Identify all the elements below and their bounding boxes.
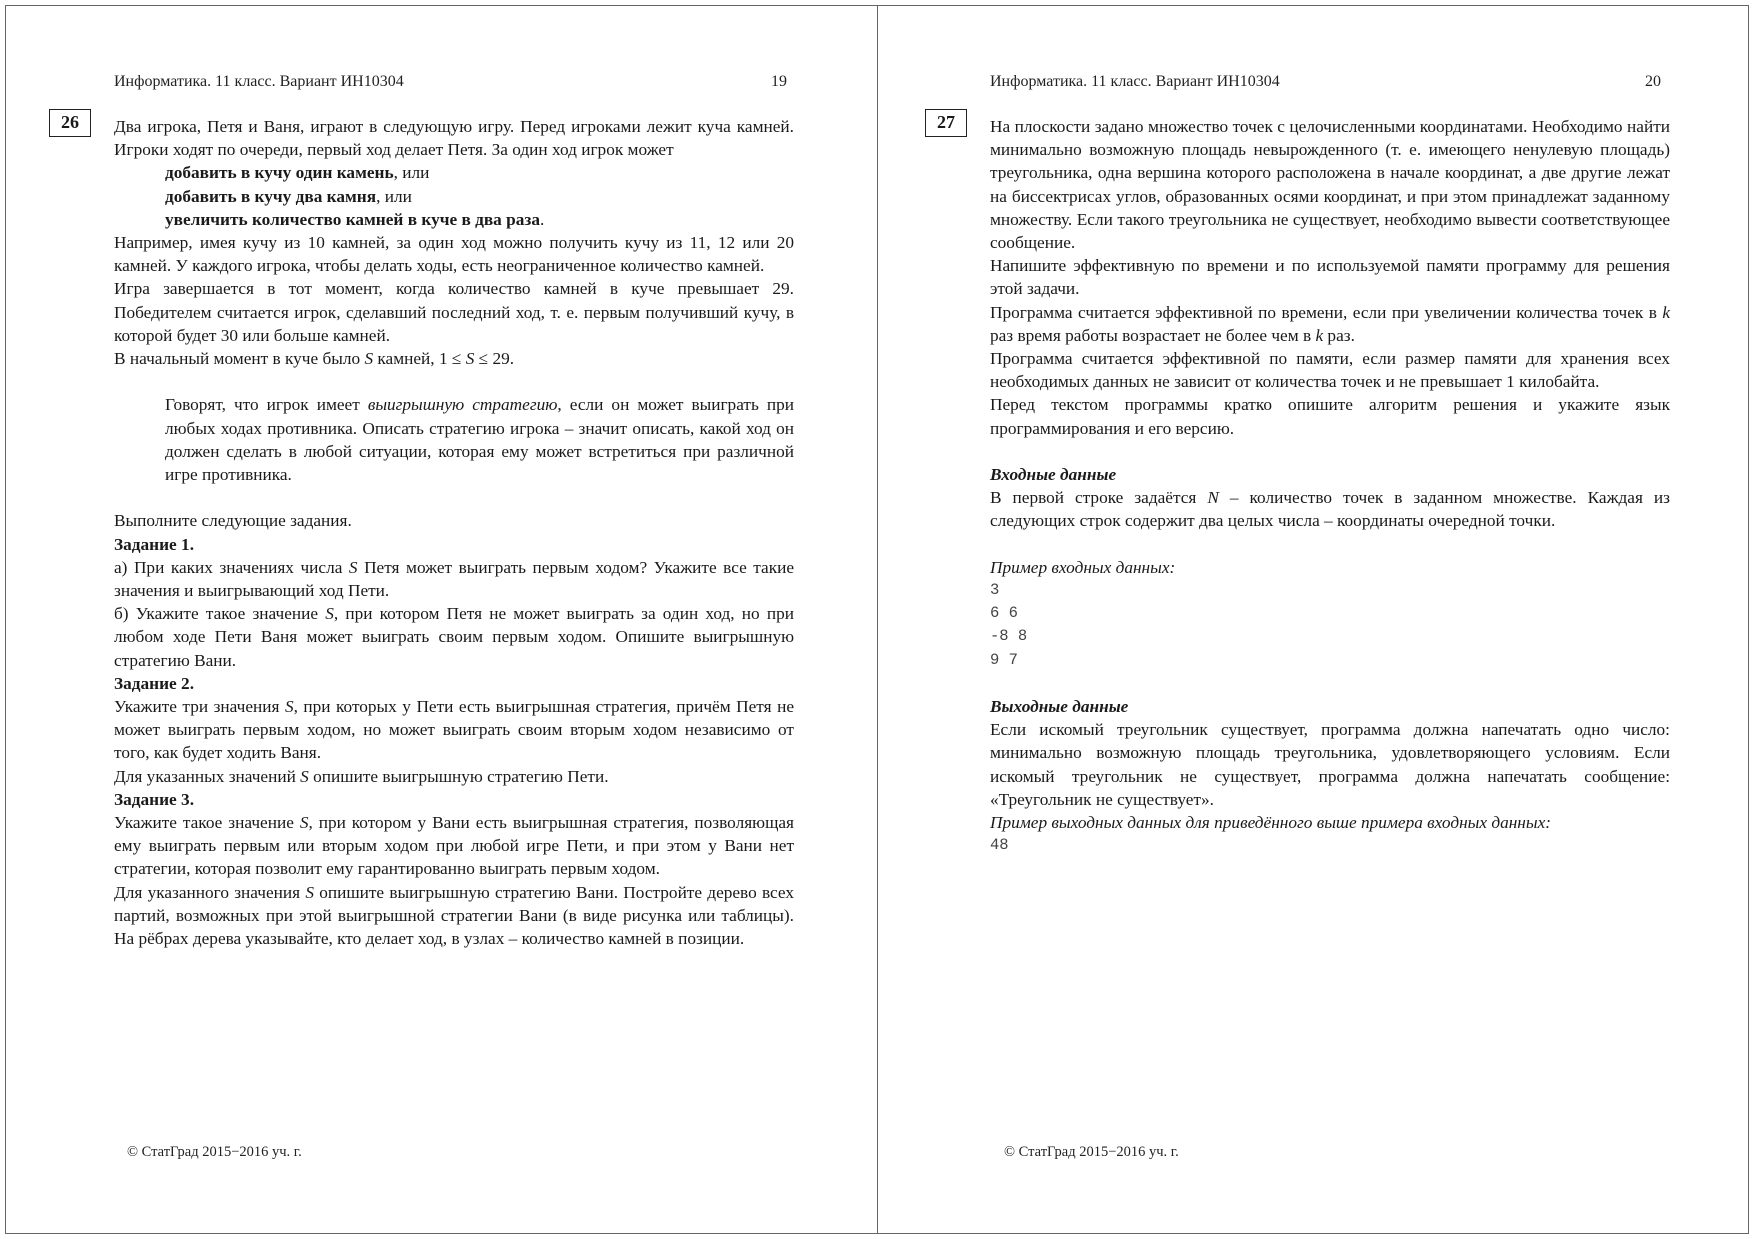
paragraph: Например, имея кучу из 10 камней, за один ход можно получить кучу из 11, 12 или 20 камней. У каждого игрока, чтобы делать ходы, есть неограниченное количество камней. (114, 233, 794, 276)
paragraph: Для указанного значения S опишите выигрышную стратегию Вани. Постройте дерево всех партий, возможных при этой выигрышной стратегии Вани (в виде рисунка или таблицы). На рёбрах дерева указывайте, кто делает ход, в узлах – количество камней в позиции. (114, 882, 794, 949)
paragraph: Напишите эффективную по времени и по используемой памяти программу для решения этой задачи. (990, 256, 1670, 299)
move-option: добавить в кучу два камня, или (165, 186, 412, 206)
paragraph: Программа считается эффективной по времени, если при увеличении количества точек в k раз время работы возрастает не более чем в k раз. (990, 302, 1670, 345)
task-heading: Задание 2. (114, 673, 195, 693)
right-page (877, 5, 1749, 1234)
paragraph: б) Укажите такое значение S, при котором Петя не может выиграть за один ход, но при любом ходе Пети Ваня может выиграть своим первым ходом. Опишите выигрышную стратегию Вани. (114, 604, 794, 670)
page-number: 20 (1645, 73, 1661, 90)
task-heading: Задание 1. (114, 534, 195, 554)
example-input-line: -8 8 (990, 627, 1028, 646)
example-input-line: 3 (990, 581, 1000, 600)
paragraph: Для указанных значений S опишите выигрышную стратегию Пети. (114, 766, 609, 786)
paragraph: а) При каких значениях числа S Петя может выиграть первым ходом? Укажите все такие значения и выигрывающий ход Пети. (114, 557, 795, 601)
paragraph: На плоскости задано множество точек с целочисленными координатами. Необходимо найти минимально возможную площадь невырожденного (т. е. имеющего ненулевую площадь) треугольника, одна вершина которого расположена в начале координат, а две другие лежат на биссектрисах углов, образованных осями координат, и при этом принадлежат заданному множеству. Если такого треугольника не существует, необходимо вывести соответствующее сообщение. (990, 117, 1670, 253)
example-heading: Пример выходных данных для приведённого выше примера входных данных: (990, 813, 1551, 833)
example-heading: Пример входных данных: (990, 557, 1176, 577)
task-27-body (990, 115, 1670, 857)
example-input-line: 6 6 (990, 604, 1018, 623)
task-heading: Задание 3. (114, 789, 195, 809)
paragraph: Игра завершается в тот момент, когда количество камней в куче превышает 29. Победителем считается игрок, сделавший последний ход, т. е. первым получивший кучу, в которой будет 30 или больше камней. (114, 279, 794, 345)
page-number: 19 (771, 73, 787, 90)
paragraph: Два игрока, Петя и Ваня, играют в следующую игру. Перед игроками лежит куча камней. Игроки ходят по очереди, первый ход делает Петя. За один ход игрок может (114, 117, 794, 160)
footer-copyright: © СтатГрад 2015−2016 уч. г. (1004, 1144, 1179, 1160)
section-heading: Выходные данные (990, 697, 1129, 717)
paragraph: Если искомый треугольник существует, программа должна напечатать одно число: минимально возможную площадь треугольника, удовлетворяющего условиям. Если искомый треугольник не существует, программа должна напечатать сообщение: «Треугольник не существует». (990, 720, 1670, 809)
paragraph: Выполните следующие задания. (114, 511, 352, 531)
paragraph: В начальный момент в куче было S камней, 1 ≤ S ≤ 29. (114, 349, 515, 369)
paragraph: В первой строке задаётся N – количество точек в заданном множестве. Каждая из следующих строк содержит два целых числа – координаты очередной точки. (990, 488, 1670, 531)
example-input-line: 9 7 (990, 650, 1018, 669)
paragraph: Укажите три значения S, при которых у Пети есть выигрышная стратегия, причём Петя не может выиграть первым ходом, но может выиграть своим вторым ходом независимо от того, как будет ходить Ваня. (114, 697, 794, 763)
left-page (5, 5, 878, 1234)
strategy-definition: Говорят, что игрок имеет выигрышную стратегию, если он может выиграть при любых ходах противника. Описать стратегию игрока – значит описать, какой ход он должен сделать в любой ситуации, которая ему может встретиться при различной игре противника. (165, 395, 795, 485)
footer-copyright: © СтатГрад 2015−2016 уч. г. (127, 1144, 302, 1160)
running-head: Информатика. 11 класс. Вариант ИН10304 (114, 73, 404, 90)
task-26-body (114, 115, 794, 950)
example-output-line: 48 (990, 836, 1009, 855)
task-number-box: 26 (49, 109, 91, 137)
section-heading: Входные данные (990, 465, 1117, 485)
paragraph: Программа считается эффективной по памяти, если размер памяти для хранения всех необходимых данных не зависит от количества точек и не превышает 1 килобайта. (990, 349, 1670, 392)
running-head: Информатика. 11 класс. Вариант ИН10304 (990, 73, 1280, 90)
move-option: добавить в кучу один камень, или (165, 163, 430, 183)
task-number-box: 27 (925, 109, 967, 137)
move-option: увеличить количество камней в куче в два раза. (165, 209, 545, 229)
paragraph: Укажите такое значение S, при котором у Вани есть выигрышная стратегия, позволяющая ему выиграть первым или вторым ходом при любой игре Пети, и при этом у Вани нет стратегии, которая позволит ему гарантированно выиграть первым ходом. (114, 813, 794, 879)
paragraph: Перед текстом программы кратко опишите алгоритм решения и укажите язык программирования и его версию. (990, 395, 1670, 438)
